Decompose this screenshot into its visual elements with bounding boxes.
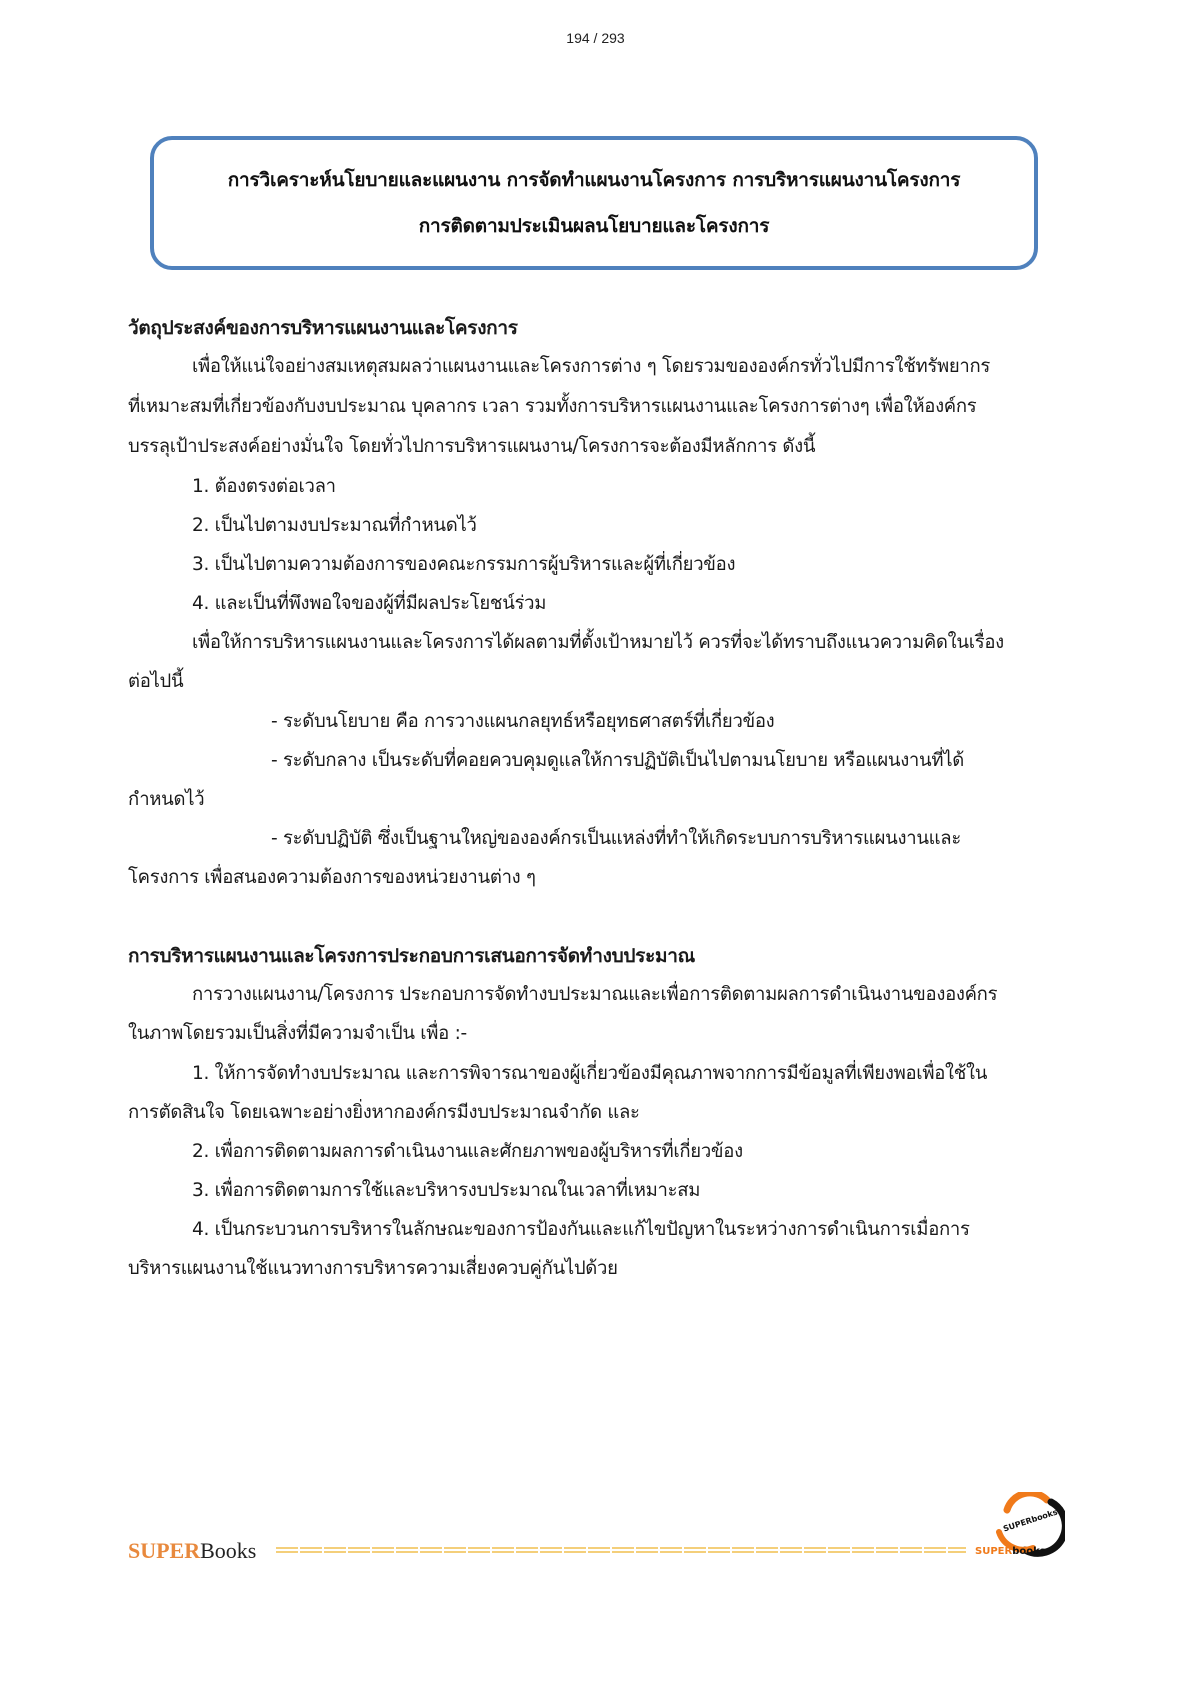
level-item: - ระดับปฏิบัติ ซึ่งเป็นฐานใหญ่ขององค์กรเป็นแหล่งที่ทำให้เกิดระบบการบริหารแผนงานและ	[271, 828, 961, 849]
footer-brand-books: Books	[200, 1538, 257, 1563]
logo-wordmark-books: books	[1012, 1546, 1046, 1557]
section-heading-budget: การบริหารแผนงานและโครงการประกอบการเสนอการจัดทำงบประมาณ	[128, 945, 695, 967]
principle-item: 3. เป็นไปตามความต้องการของคณะกรรมการผู้บริหารและผู้ที่เกี่ยวข้อง	[192, 554, 736, 575]
level-item: - ระดับกลาง เป็นระดับที่คอยควบคุมดูแลให้การปฏิบัติเป็นไปตามนโยบาย หรือแผนงานที่ได้	[271, 750, 964, 771]
svg-text:SUPERbooks: SUPERbooks	[1002, 1507, 1059, 1534]
budget-item: 2. เพื่อการติดตามผลการดำเนินงานและศักยภาพของผู้บริหารที่เกี่ยวข้อง	[192, 1141, 743, 1162]
paragraph-line: ที่เหมาะสมที่เกี่ยวข้องกับงบประมาณ บุคลากร เวลา รวมทั้งการบริหารแผนงานและโครงการต่างๆ เพื่อให้องค์กร	[128, 396, 977, 417]
level-item-continuation: โครงการ เพื่อสนองความต้องการของหน่วยงานต่าง ๆ	[128, 867, 536, 888]
level-item: - ระดับนโยบาย คือ การวางแผนกลยุทธ์หรือยุทธศาสตร์ที่เกี่ยวข้อง	[271, 711, 775, 732]
chapter-title-line-2: การติดตามประเมินผลนโยบายและโครงการ	[418, 215, 770, 237]
logo-wordmark	[975, 1546, 1046, 1557]
footer-divider	[276, 1547, 966, 1554]
paragraph-line: บรรลุเป้าประสงค์อย่างมั่นใจ โดยทั่วไปการบริหารแผนงาน/โครงการจะต้องมีหลักการ ดังนี้	[128, 436, 816, 457]
paragraph-line: ในภาพโดยรวมเป็นสิ่งที่มีความจำเป็น เพื่อ :-	[128, 1023, 467, 1044]
paragraph-line: ต่อไปนี้	[128, 671, 184, 692]
section-heading-objectives: วัตถุประสงค์ของการบริหารแผนงานและโครงการ	[128, 317, 518, 339]
paragraph-line: เพื่อให้การบริหารแผนงานและโครงการได้ผลตามที่ตั้งเป้าหมายไว้ ควรที่จะได้ทราบถึงแนวความคิดในเรื่อง	[192, 632, 1004, 653]
logo-wordmark-super: SUPER	[975, 1546, 1013, 1557]
chapter-title-box	[150, 136, 1038, 270]
budget-item-continuation: บริหารแผนงานใช้แนวทางการบริหารความเสี่ยงควบคู่กันไปด้วย	[128, 1258, 618, 1279]
paragraph-line: เพื่อให้แน่ใจอย่างสมเหตุสมผลว่าแผนงานและโครงการต่าง ๆ โดยรวมขององค์กรทั่วไปมีการใช้ทรัพยากร	[192, 356, 991, 377]
level-item-continuation: กำหนดไว้	[128, 789, 205, 810]
budget-item: 1. ให้การจัดทำงบประมาณ และการพิจารณาของผู้เกี่ยวข้องมีคุณภาพจากการมีข้อมูลที่เพียงพอเพื่อใช้ใน	[192, 1063, 988, 1084]
footer-brand	[128, 1538, 256, 1564]
footer-brand-super: SUPER	[128, 1538, 201, 1563]
paragraph-line: การวางแผนงาน/โครงการ ประกอบการจัดทำงบประมาณและเพื่อการติดตามผลการดำเนินงานขององค์กร	[192, 984, 998, 1005]
principle-item: 1. ต้องตรงต่อเวลา	[192, 476, 336, 497]
budget-item: 4. เป็นกระบวนการบริหารในลักษณะของการป้องกันและแก้ไขปัญหาในระหว่างการดำเนินการเมื่อการ	[192, 1219, 970, 1240]
budget-item-continuation: การตัดสินใจ โดยเฉพาะอย่างยิ่งหากองค์กรมีงบประมาณจำกัด และ	[128, 1102, 640, 1123]
budget-item: 3. เพื่อการติดตามการใช้และบริหารงบประมาณในเวลาที่เหมาะสม	[192, 1180, 701, 1201]
principle-item: 4. และเป็นที่พึงพอใจของผู้ที่มีผลประโยชน์ร่วม	[192, 593, 547, 614]
chapter-title-line-1: การวิเคราะห์นโยบายและแผนงาน การจัดทำแผนงานโครงการ การบริหารแผนงานโครงการ	[227, 169, 961, 191]
page-number: 194 / 293	[566, 30, 625, 46]
principle-item: 2. เป็นไปตามงบประมาณที่กำหนดไว้	[192, 515, 477, 536]
